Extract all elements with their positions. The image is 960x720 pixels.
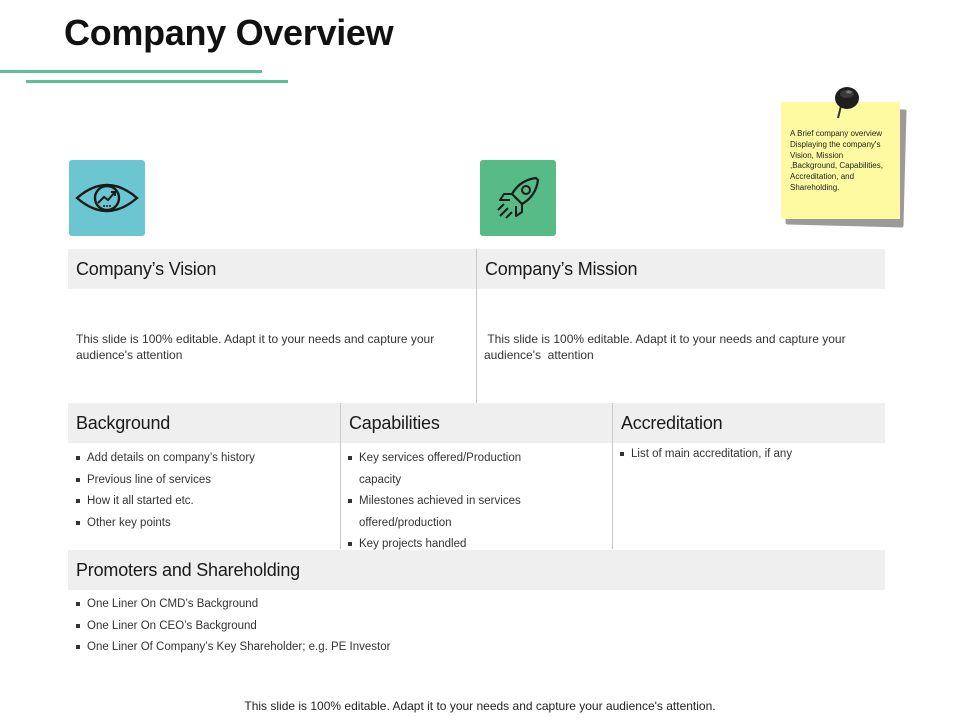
vision-text: This slide is 100% editable. Adapt it to your needs and capture your audience's attention [76,332,435,362]
mission-heading: Company’s Mission [477,249,885,289]
list-item: Key services offered/Production capacity [348,448,553,491]
column-divider [612,403,613,549]
column-divider [476,249,477,403]
footer-note: This slide is 100% editable. Adapt it to your needs and capture your audience's attention. [244,699,716,713]
sticky-note-text: A Brief company overview Displaying the company's Vision, Mission ,Background, Capabilities, Accreditation, and Shareholding. [790,129,883,192]
list-item: One Liner On CEO’s Background [76,616,776,638]
list-item: Add details on company’s history [76,448,331,470]
accreditation-heading: Accreditation [613,403,885,443]
title-underline-top [0,70,262,73]
title-underline-bottom [26,80,288,83]
background-list [76,448,331,534]
list-item: Other key points [76,513,331,535]
mission-text: This slide is 100% editable. Adapt it to your needs and capture your audience's attention [484,332,849,362]
list-item: List of main accreditation, if any [620,444,875,466]
vision-heading: Company’s Vision [68,249,476,289]
vision-tile [69,160,145,236]
list-item: One Liner Of Company’s Key Shareholder; e.g. PE Investor [76,637,776,659]
mission-tile [480,160,556,236]
rocket-icon [490,170,546,226]
capabilities-list [348,448,553,556]
page-title: Company Overview [64,12,394,53]
list-item: How it all started etc. [76,491,331,513]
capabilities-heading: Capabilities [341,403,612,443]
pushpin-icon [828,84,860,120]
list-item: Previous line of services [76,470,331,492]
promoters-heading: Promoters and Shareholding [68,550,885,590]
accreditation-list [620,444,875,466]
list-item: Milestones achieved in services offered/production [348,491,553,534]
background-heading: Background [68,403,340,443]
list-item: Key projects handled [348,534,553,556]
list-item: One Liner On CMD’s Background [76,594,776,616]
column-divider [340,403,341,549]
eye-growth-icon [73,176,141,220]
promoters-list [76,594,776,659]
